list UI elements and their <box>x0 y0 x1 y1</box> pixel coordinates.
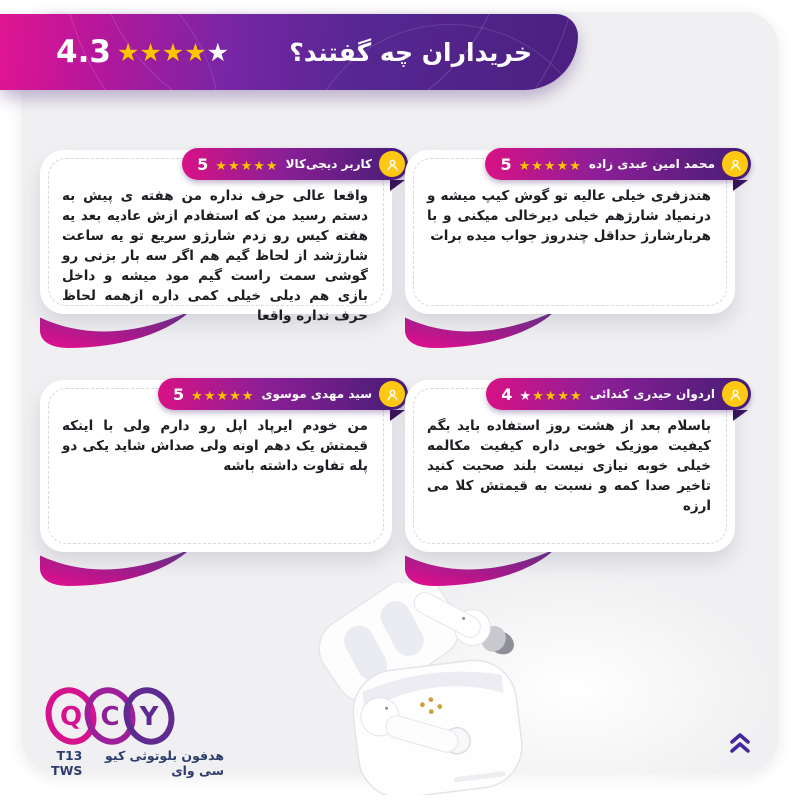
header-title: خریداران چه گفتند؟ <box>289 37 532 67</box>
person-icon <box>722 151 748 177</box>
qcy-logo <box>44 686 182 750</box>
person-icon <box>379 381 405 407</box>
review-card <box>40 380 392 552</box>
review-text: من خودم ایرپاد اپل رو دارم ولی با اینکه قیمتش یک دهم اونه ولی صداش شاید یکی دو پله تفاوت داشته باشه <box>62 418 368 474</box>
review-score: 4 <box>501 384 513 404</box>
review-stars-icon: ★★★★★ <box>519 388 583 404</box>
review-card <box>405 380 735 552</box>
reviewer-badge <box>485 148 751 180</box>
overall-rating <box>56 34 229 70</box>
reviewer-name: کاربر دیجی‌کالا <box>285 157 372 171</box>
rating-value: 4.3 <box>56 34 111 70</box>
reviewer-name: سید مهدی موسوی <box>261 387 372 401</box>
review-stars-icon: ★★★★★ <box>191 388 255 404</box>
review-score: 5 <box>173 384 185 404</box>
review-score: 5 <box>500 154 512 174</box>
reviewer-badge <box>158 378 408 410</box>
review-card <box>40 150 392 324</box>
earbuds-product-image <box>298 583 566 795</box>
reviewer-name: محمد امین عبدی زاده <box>588 157 715 171</box>
review-score: 5 <box>197 154 209 174</box>
review-text: هندزفری خیلی عالیه تو گوش کیپ میشه و درنمیاد شارژهم خیلی دیرخالی میکنی و با هربارشارژ حداقل چندروز جواب میده برات <box>427 188 711 244</box>
card-swoosh-decoration <box>405 549 557 586</box>
reviewer-badge <box>486 378 751 410</box>
review-stars-icon: ★★★★★ <box>215 158 279 174</box>
card-swoosh-decoration <box>40 549 192 586</box>
product-tagline <box>36 748 224 778</box>
logo-letter-q: Q <box>59 702 83 732</box>
person-icon <box>379 151 405 177</box>
scroll-to-top-button[interactable] <box>724 729 756 759</box>
review-card <box>405 150 735 314</box>
double-chevron-up-icon <box>727 730 753 756</box>
reviewer-name: اردوان حیدری کندائی <box>589 387 715 401</box>
product-model: T13 TWS <box>51 748 83 778</box>
review-text: باسلام بعد از هشت روز استفاده باید بگم کیفیت موزیک خوبی داره کیفیت مکالمه خیلی خوبه نیازی نیست بلند صحبت کنید تاخیر صدا کمه و نسبت به قیمتش کلا می ارزه <box>427 418 711 514</box>
logo-letter-y: Y <box>139 702 159 732</box>
rating-stars-icon: ★★★★★ <box>116 37 230 67</box>
reviewer-badge <box>182 148 408 180</box>
review-stars-icon: ★★★★★ <box>518 158 582 174</box>
product-title-fa: هدفون بلوتوثی کیو سی وای <box>105 748 224 778</box>
card-swoosh-decoration <box>405 311 557 348</box>
person-icon <box>722 381 748 407</box>
review-text: واقعا عالی حرف نداره من هفته ی پیش به دستم رسید من که استفادم ازش عادیه بعد یه هفته کیس رو زدم شارژو سریع تو یه ساعت شارژشد از لحاظ گیم هم اگر سه بار بزنی رو گوشی سمت راست گیم مود میشه و داخل بازی هم دیلی خیلی کمی داره ازهمه لحاظ حرف نداره واقعا <box>62 188 368 324</box>
logo-letter-c: C <box>100 702 120 732</box>
header-banner <box>0 14 578 90</box>
